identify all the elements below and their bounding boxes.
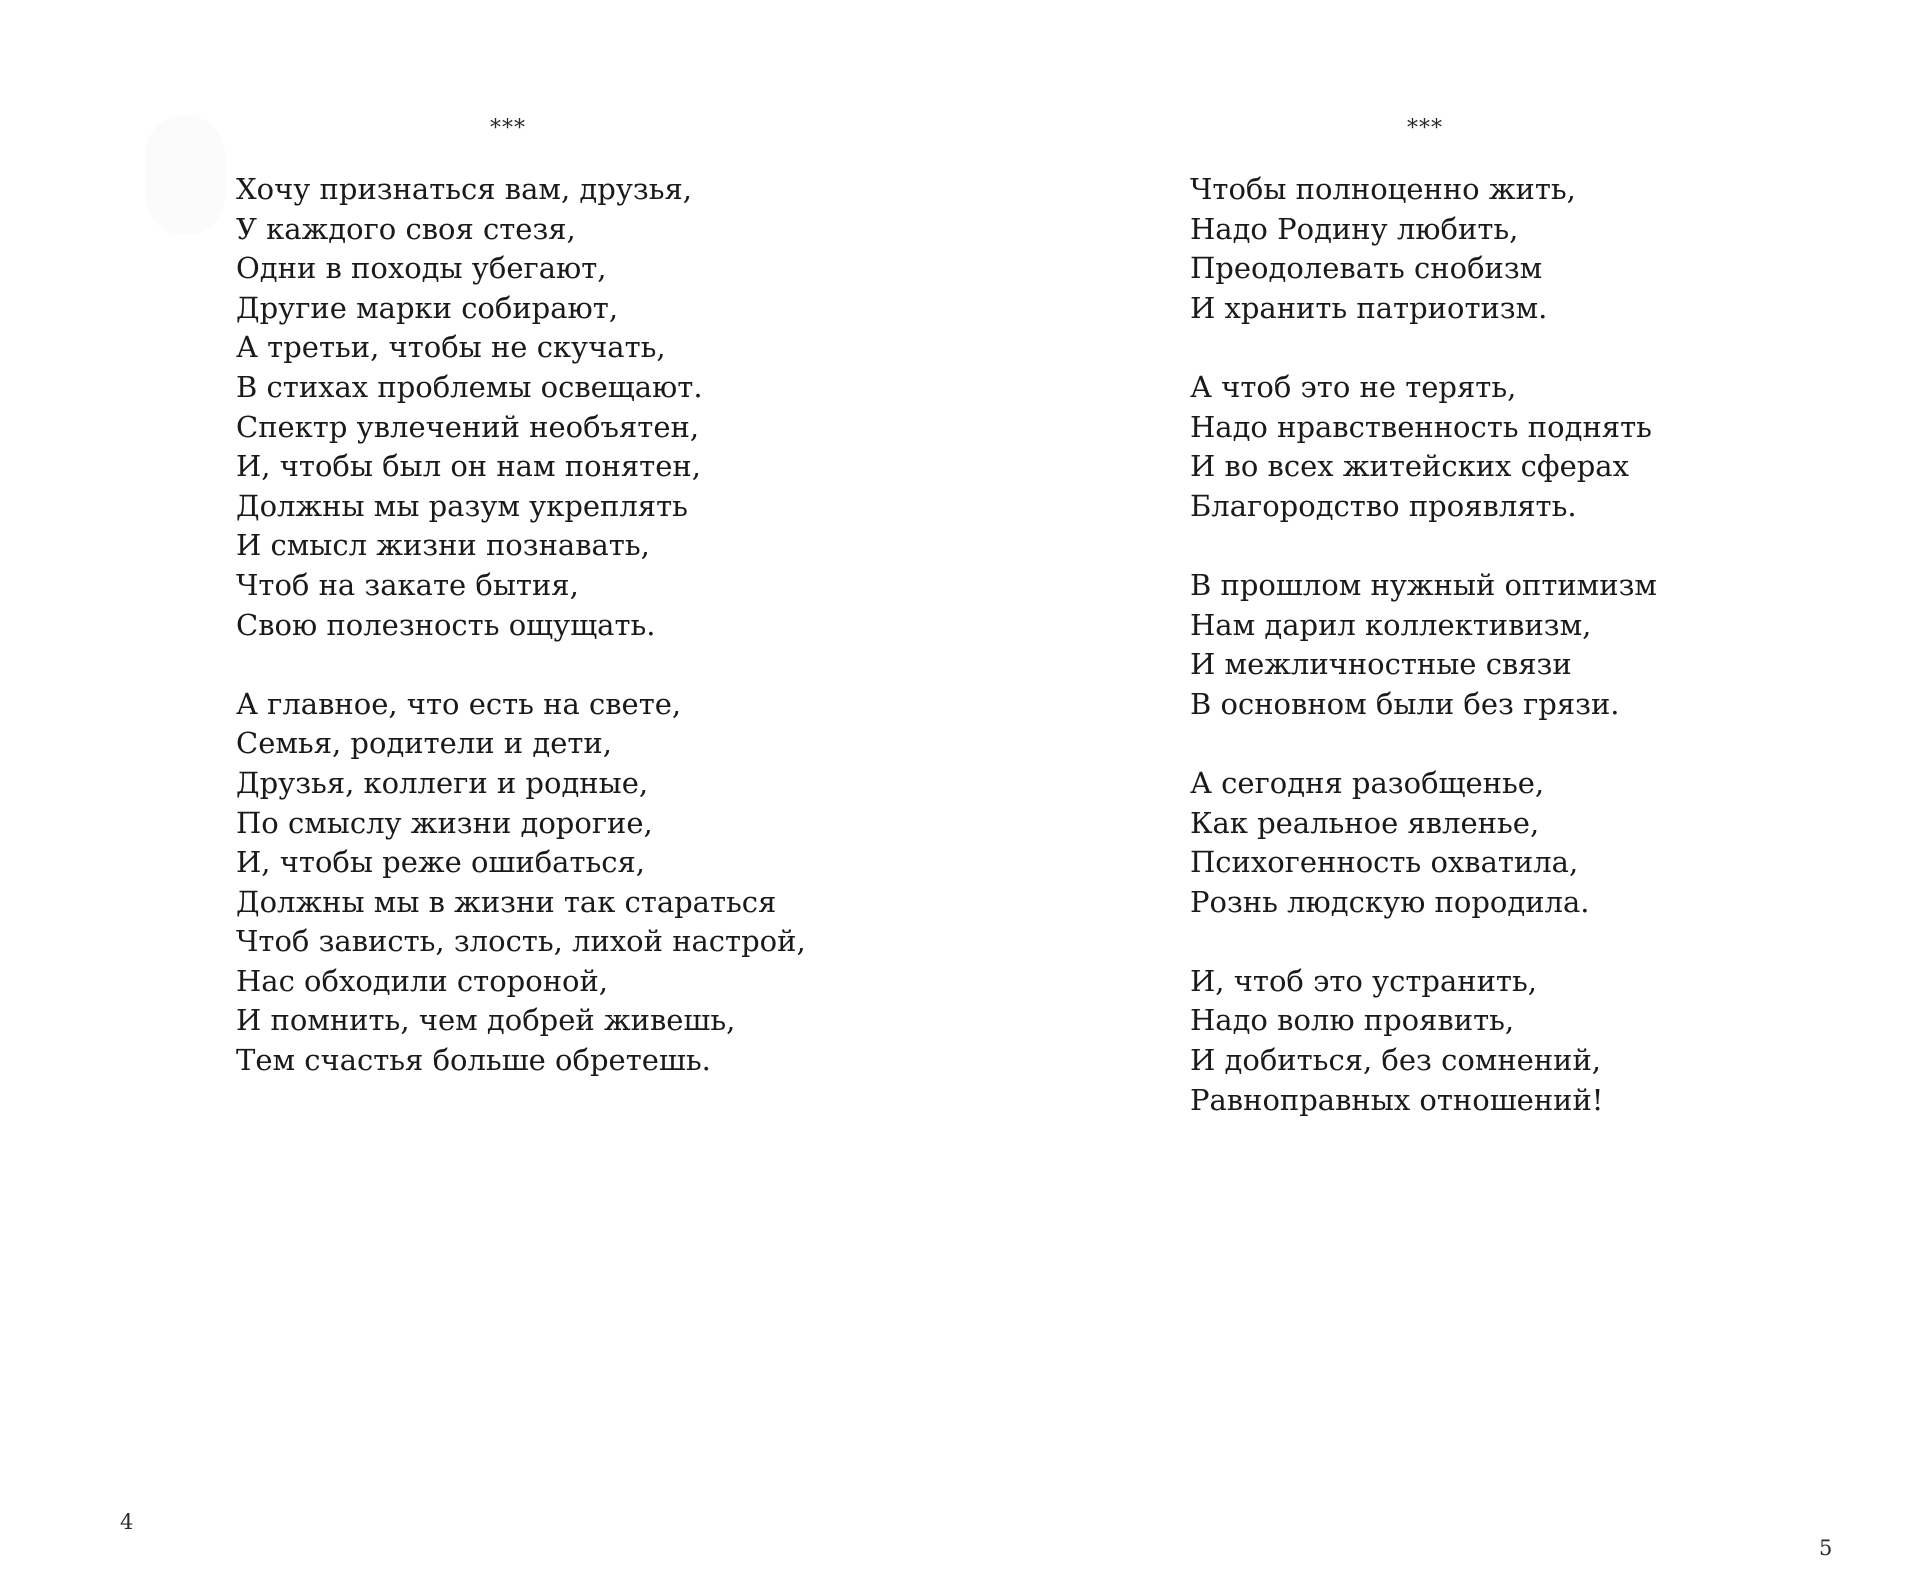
poem-line: Должны мы разум укреплять <box>236 488 688 523</box>
poem-line: Чтоб на закате бытия, <box>236 567 579 602</box>
poem-line: Надо нравственность поднять <box>1190 409 1652 444</box>
poem-line: Друзья, коллеги и родные, <box>236 765 649 800</box>
stanza <box>236 170 806 645</box>
poem-line: Тем счастья больше обретешь. <box>236 1043 711 1078</box>
poem-line: А главное, что есть на свете, <box>236 686 682 721</box>
page-number-left: 4 <box>120 1510 134 1534</box>
paper-smudge <box>145 115 225 235</box>
page-number-right: 5 <box>1819 1536 1833 1560</box>
poem-line: И межличностные связи <box>1190 647 1572 682</box>
poem-line: В стихах проблемы освещают. <box>236 369 703 404</box>
poem-line: Равноправных отношений! <box>1190 1082 1604 1117</box>
poem-line: И во всех житейских сферах <box>1190 449 1629 484</box>
poem-line: По смыслу жизни дорогие, <box>236 805 653 840</box>
stanza <box>1190 764 1657 922</box>
poem-line: И, чтобы был он нам понятен, <box>236 449 701 484</box>
poem-line: Чтоб зависть, злость, лихой настрой, <box>236 924 806 959</box>
poem-line: В прошлом нужный оптимизм <box>1190 567 1657 602</box>
poem-line: Одни в походы убегают, <box>236 251 607 286</box>
poem-line: Свою полезность ощущать. <box>236 607 656 642</box>
poem-line: Как реальное явленье, <box>1190 805 1540 840</box>
poem-line: И помнить, чем добрей живешь, <box>236 1003 736 1038</box>
poem-line: И, чтобы реже ошибаться, <box>236 845 646 880</box>
stanza <box>1190 368 1657 526</box>
poem-line: А сегодня разобщенье, <box>1190 765 1545 800</box>
poem-line: И хранить патриотизм. <box>1190 290 1548 325</box>
poem-line: Надо Родину любить, <box>1190 211 1519 246</box>
poem-line: Семья, родители и дети, <box>236 726 612 761</box>
poem-line: Хочу признаться вам, друзья, <box>236 172 693 206</box>
poem-line: Должны мы в жизни так стараться <box>236 884 777 919</box>
poem-line: Психогенность охватила, <box>1190 845 1579 880</box>
poem-line: У каждого своя стезя, <box>236 211 576 246</box>
poem-line: Нам дарил коллективизм, <box>1190 607 1592 642</box>
stanza-separator: *** <box>1407 116 1443 141</box>
poem-right <box>1190 170 1657 1120</box>
poem-line: В основном были без грязи. <box>1190 686 1620 721</box>
poem-line: Надо волю проявить, <box>1190 1003 1515 1038</box>
poem-line: Рознь людскую породила. <box>1190 884 1590 919</box>
poem-line: И смысл жизни познавать, <box>236 528 650 563</box>
poem-line: Спектр увлечений необъятен, <box>236 409 700 444</box>
poem-line: Преодолевать снобизм <box>1190 251 1543 286</box>
poem-line: Чтобы полноценно жить, <box>1190 172 1576 206</box>
stanza <box>1190 170 1657 328</box>
poem-left <box>236 170 806 1081</box>
poem-line: А чтоб это не терять, <box>1190 369 1517 404</box>
stanza <box>1190 566 1657 724</box>
stanza <box>236 685 806 1081</box>
left-page <box>0 0 962 1578</box>
poem-line: И, чтоб это устранить, <box>1190 963 1537 998</box>
poem-line: Благородство проявлять. <box>1190 488 1577 523</box>
poem-line: Другие марки собирают, <box>236 290 619 325</box>
poem-line: Нас обходили стороной, <box>236 963 609 998</box>
right-page <box>962 0 1925 1578</box>
poem-line: И добиться, без сомнений, <box>1190 1043 1602 1078</box>
poem-line: А третьи, чтобы не скучать, <box>236 330 666 365</box>
stanza-separator: *** <box>490 116 526 141</box>
stanza <box>1190 962 1657 1120</box>
